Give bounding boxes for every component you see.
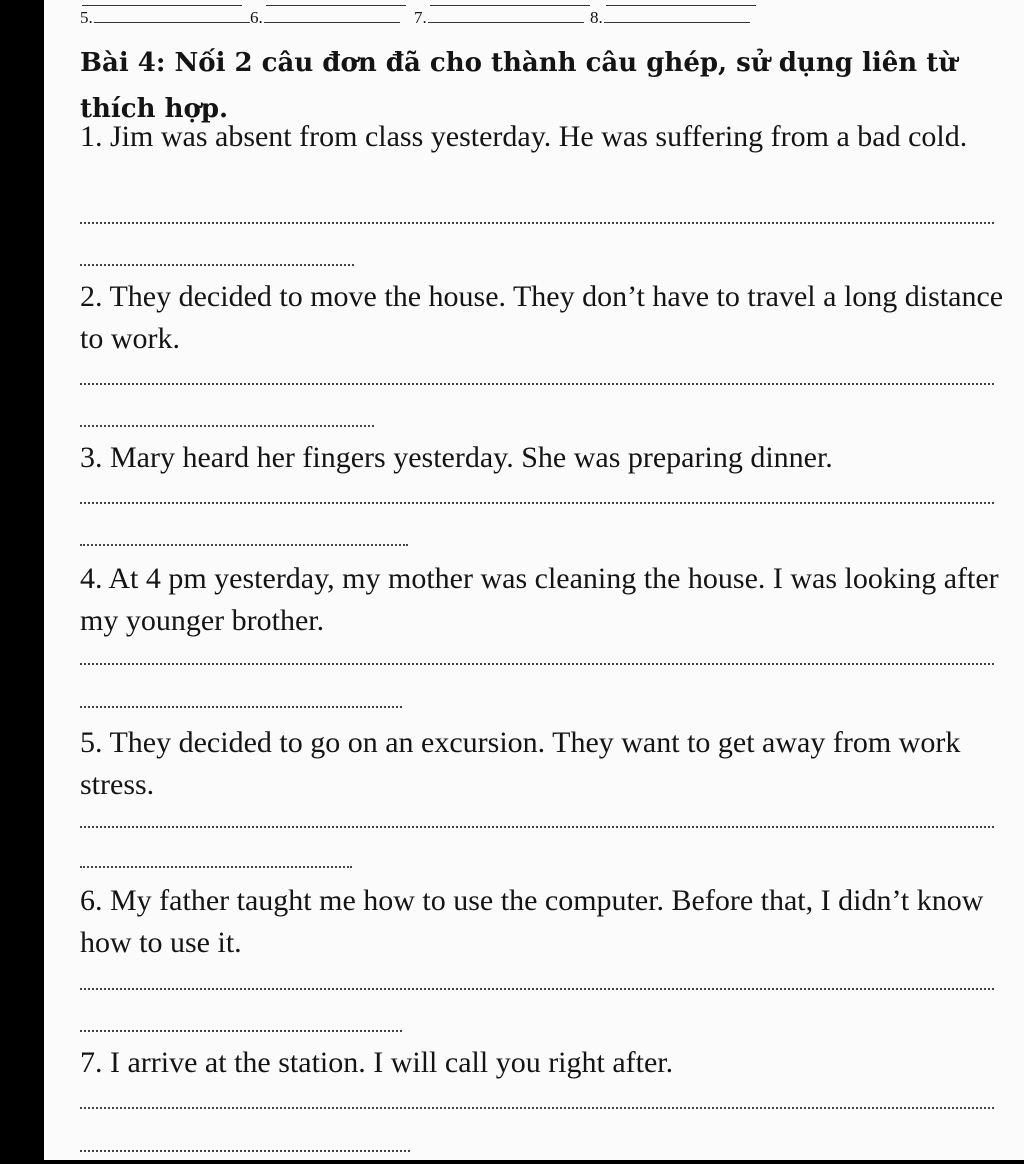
answer-blank-number: 5. [80, 8, 93, 27]
answer-blank-5[interactable] [80, 8, 250, 28]
question-5: 5. They decided to go on an excursion. They want to get away from work stress. [80, 726, 961, 801]
question-1: 1. Jim was absent from class yesterday. He was suffering from a bad cold. [80, 120, 968, 153]
answer-line [430, 5, 590, 6]
answer-dotted-line[interactable] [80, 1150, 410, 1152]
answer-blank-number: 8. [590, 8, 603, 27]
answer-line [266, 5, 406, 6]
answer-dotted-line[interactable] [80, 264, 354, 266]
answer-dotted-line[interactable] [80, 988, 994, 990]
question-7: 7. I arrive at the station. I will call you right after. [80, 1046, 674, 1079]
answer-blank-number: 6. [250, 8, 263, 27]
question-4: 4. At 4 pm yesterday, my mother was cleaning the house. I was looking after my younger brother. [80, 562, 999, 637]
answer-dotted-line[interactable] [80, 826, 994, 828]
answer-dotted-line[interactable] [80, 1107, 994, 1109]
question-6: 6. My father taught me how to use the computer. Before that, I didn’t know how to use it. [80, 884, 984, 959]
question-3: 3. Mary heard her fingers yesterday. She was preparing dinner. [80, 441, 833, 474]
answer-blank-number: 7. [414, 8, 427, 27]
answer-dotted-line[interactable] [80, 866, 352, 868]
answer-blank-row [44, 0, 1024, 40]
answer-dotted-line[interactable] [80, 706, 402, 708]
answer-blank-line [604, 22, 750, 23]
answer-blank-6[interactable] [250, 8, 400, 28]
exercise-title: Bài 4: Nối 2 câu đơn đã cho thành câu ghép, sử dụng liên từ thích hợp. [80, 48, 958, 124]
answer-dotted-line[interactable] [80, 383, 994, 385]
answer-dotted-line[interactable] [80, 222, 994, 224]
answer-dotted-line[interactable] [80, 1030, 402, 1032]
answer-blank-8[interactable] [590, 8, 750, 28]
answer-dotted-line[interactable] [80, 544, 408, 546]
answer-dotted-line[interactable] [80, 425, 374, 427]
answer-line [606, 5, 756, 6]
answer-dotted-line[interactable] [80, 663, 994, 665]
answer-blank-line [94, 22, 250, 23]
question-2: 2. They decided to move the house. They don’t have to travel a long distance to work. [80, 280, 1004, 355]
worksheet-page [44, 0, 1024, 1160]
answer-blank-line [428, 22, 584, 23]
page-edge [44, 1160, 1024, 1164]
answer-blank-7[interactable] [414, 8, 584, 28]
answer-blank-line [264, 22, 400, 23]
answer-line [82, 5, 242, 6]
answer-dotted-line[interactable] [80, 502, 994, 504]
